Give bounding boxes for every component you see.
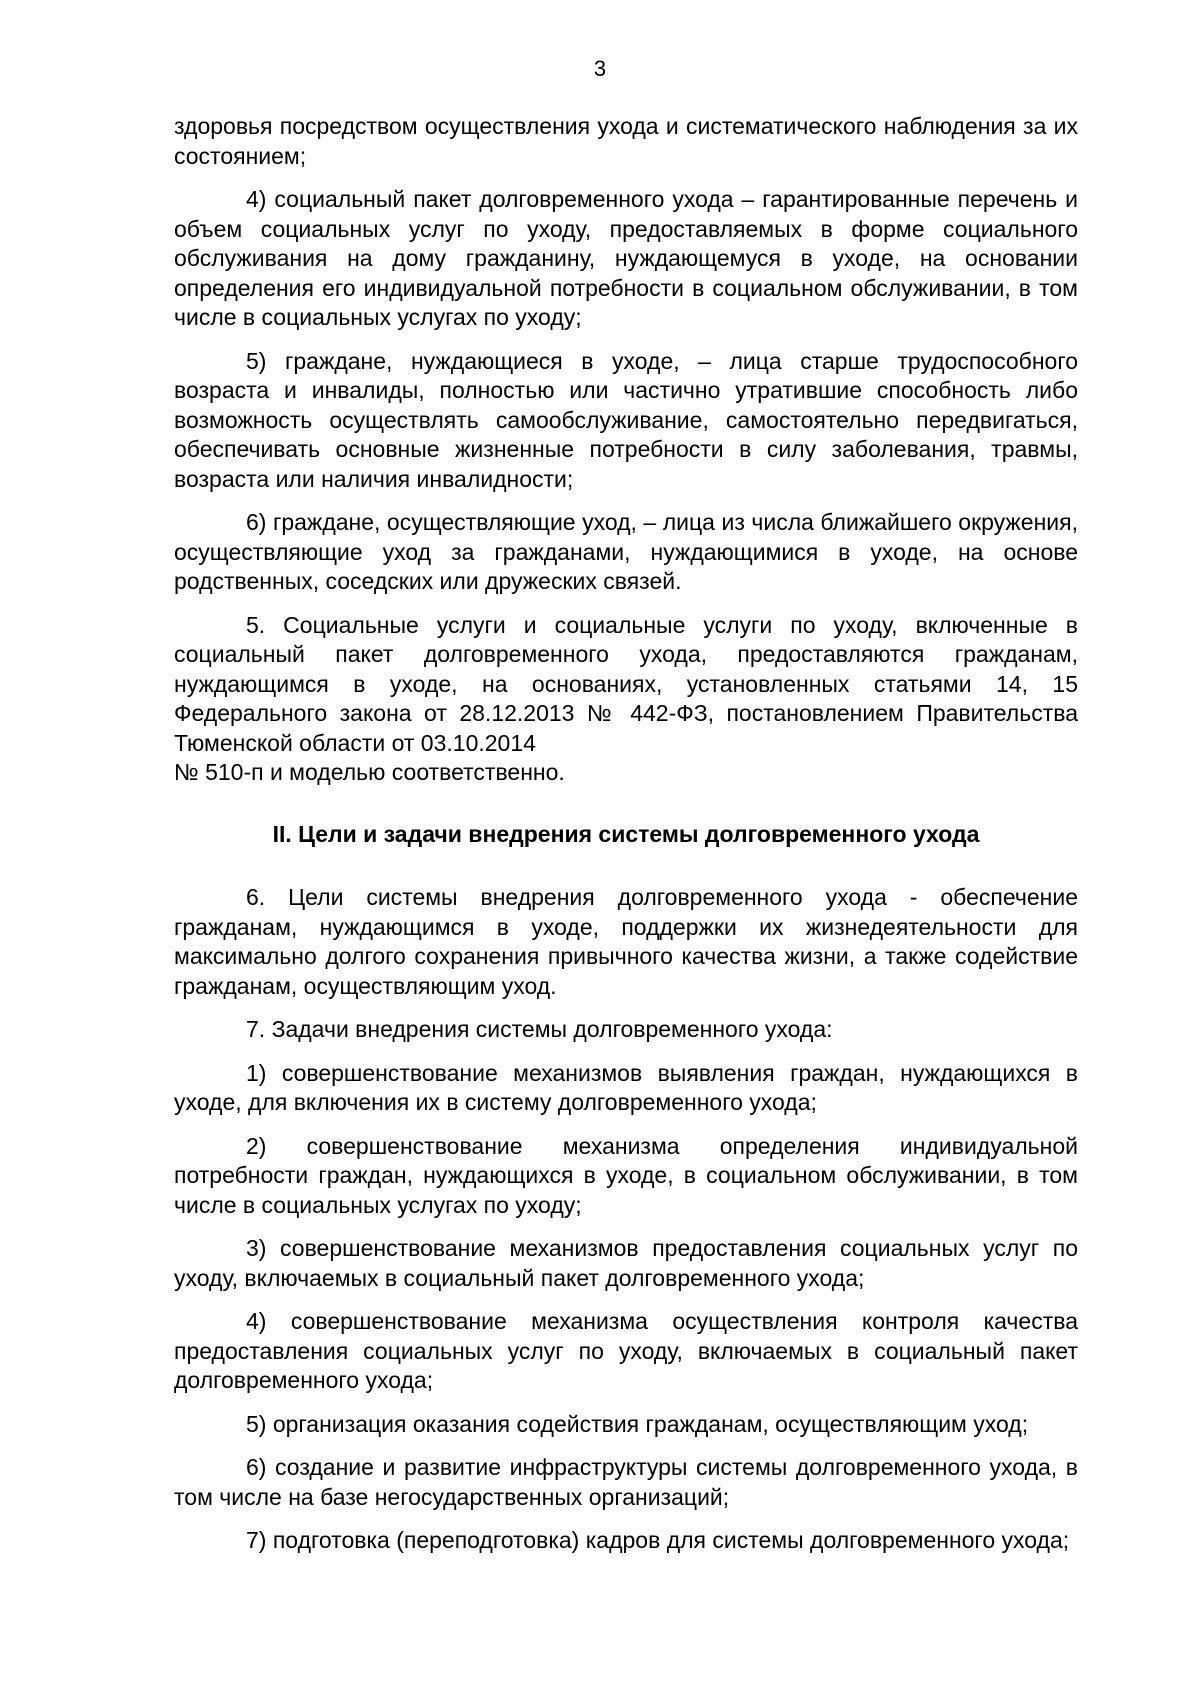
document-body xyxy=(174,112,1078,1570)
paragraph: 5. Социальные услуги и социальные услуги по уходу, включенные в социальный пакет долговременного ухода, предоставляются гражданам, нуждающимся в уходе, на основаниях, установленных статьями 14, 15 Федерального закона от 28.12.2013 № 442-ФЗ, постановлением Правительства Тюменской области от 03.10.2014 xyxy=(174,611,1078,756)
paragraph: 4) социальный пакет долговременного ухода – гарантированные перечень и объем социальных услуг по уходу, предоставляемых в форме социального обслуживания на дому гражданину, нуждающемуся в уходе, на основании определения его индивидуальной потребности в социальном обслуживании, в том числе в социальных услугах по уходу; xyxy=(174,186,1078,330)
paragraph: 5) граждане, нуждающиеся в уходе, – лица старше трудоспособного возраста и инвалиды, полностью или частично утратившие способность либо возможность осуществлять самообслуживание, самостоятельно передвигаться, обеспечивать основные жизненные потребности в силу заболевания, травмы, возраста или наличия инвалидности; xyxy=(174,347,1078,492)
page-number: 3 xyxy=(593,56,607,81)
list-item: 5) организация оказания содействия гражданам, осуществляющим уход; xyxy=(246,1410,1029,1437)
list-item: 7) подготовка (переподготовка) кадров для системы долговременного ухода; xyxy=(246,1527,1070,1553)
list-item: 4) совершенствование механизма осуществления контроля качества предоставления социальных услуг по уходу, включаемых в социальный пакет долговременного ухода; xyxy=(174,1308,1078,1393)
paragraph: 6) граждане, осуществляющие уход, – лица из числа ближайшего окружения, осуществляющие уход за гражданами, нуждающимися в уходе, на основе родственных, соседских или дружеских связей. xyxy=(174,509,1078,594)
list-item: 1) совершенствование механизмов выявления граждан, нуждающихся в уходе, для включения их в систему долговременного ухода; xyxy=(174,1059,1078,1115)
paragraph: № 510-п и моделью соответственно. xyxy=(174,759,565,785)
list-item: 6) создание и развитие инфраструктуры системы долговременного ухода, в том числе на базе негосударственных организаций; xyxy=(174,1454,1078,1510)
list-item: 3) совершенствование механизмов предоставления социальных услуг по уходу, включаемых в социальный пакет долговременного ухода; xyxy=(174,1235,1078,1291)
paragraph: 6. Цели системы внедрения долговременного ухода - обеспечение гражданам, нуждающимся в уходе, поддержки их жизнедеятельности для максимально долгого сохранения привычного качества жизни, а также содействие гражданам, осуществляющим уход. xyxy=(174,884,1078,999)
section-heading: II. Цели и задачи внедрения системы долговременного ухода xyxy=(272,820,980,847)
paragraph: здоровья посредством осуществления ухода и систематического наблюдения за их состоянием; xyxy=(174,113,1078,169)
paragraph: 7. Задачи внедрения системы долговременного ухода: xyxy=(246,1016,833,1042)
list-item: 2) совершенствование механизма определения индивидуальной потребности граждан, нуждающихся в уходе, в социальном обслуживании, в том числе в социальных услугах по уходу; xyxy=(174,1132,1078,1218)
